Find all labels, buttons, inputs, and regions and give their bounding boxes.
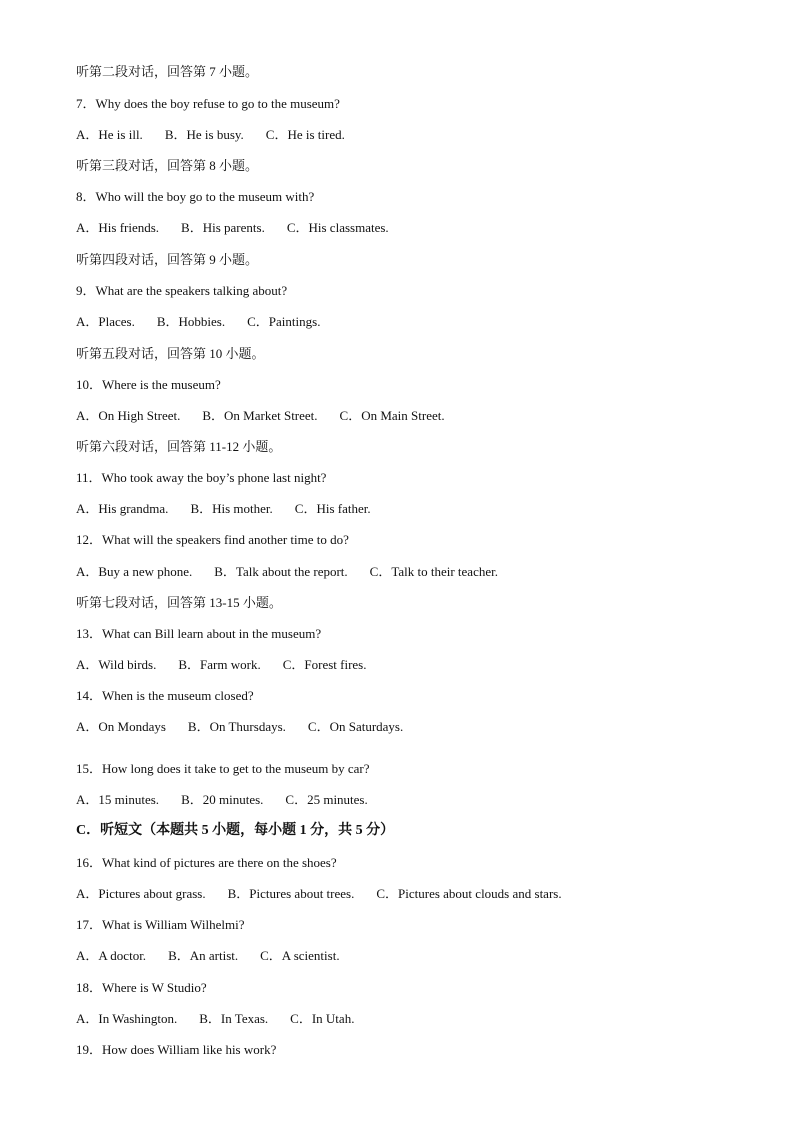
answer-option: A．He is ill. [76, 127, 143, 142]
question-text: 18．Where is W Studio? [76, 980, 207, 995]
question-text: 11．Who took away the boy’s phone last night? [76, 470, 327, 485]
section-instruction: 听第五段对话，回答第 10 小题。 [76, 346, 265, 361]
answer-option: B．On Market Street. [202, 408, 318, 423]
answer-options [76, 501, 371, 517]
answer-option: C．Paintings. [247, 314, 321, 329]
answer-options [76, 408, 445, 424]
answer-option: B．An artist. [168, 948, 239, 963]
answer-options [76, 314, 320, 330]
question-text: 9．What are the speakers talking about? [76, 283, 288, 298]
question-text: 19．How does William like his work? [76, 1042, 277, 1057]
question-text: 17．What is William Wilhelmi? [76, 917, 245, 932]
answer-option: A．Places. [76, 314, 135, 329]
section-instruction: 听第四段对话，回答第 9 小题。 [76, 252, 259, 267]
answer-option: C．On Saturdays. [307, 719, 404, 734]
answer-option: B．His mother. [190, 501, 273, 516]
answer-option: A．Buy a new phone. [76, 564, 193, 579]
answer-options [76, 792, 368, 808]
question-text: 12．What will the speakers find another time to do? [76, 532, 349, 547]
answer-option: A．On High Street. [76, 408, 181, 423]
answer-option: B．Talk about the report. [214, 564, 348, 579]
answer-options [76, 127, 345, 143]
answer-option: C．Forest fires. [282, 657, 367, 672]
answer-option: A．On Mondays [76, 719, 166, 734]
answer-option: C．His classmates. [286, 220, 389, 235]
part-heading: C．听短文（本题共 5 小题，每小题 1 分，共 5 分） [76, 823, 395, 838]
answer-option: B．In Texas. [199, 1011, 269, 1026]
question-text: 14．When is the museum closed? [76, 688, 254, 703]
answer-option: B．Pictures about trees. [227, 886, 355, 901]
answer-option: C．His father. [294, 501, 371, 516]
answer-option: B．20 minutes. [181, 792, 264, 807]
section-instruction: 听第三段对话，回答第 8 小题。 [76, 158, 259, 173]
question-text: 13．What can Bill learn about in the museum? [76, 626, 322, 641]
answer-option: A．Wild birds. [76, 657, 157, 672]
question-text: 7．Why does the boy refuse to go to the museum? [76, 96, 340, 111]
answer-option: A．His friends. [76, 220, 160, 235]
answer-options [76, 1011, 354, 1027]
answer-option: C．He is tired. [265, 127, 345, 142]
section-instruction: 听第七段对话，回答第 13-15 小题。 [76, 595, 282, 610]
answer-option: B．Farm work. [178, 657, 261, 672]
question-text: 8．Who will the boy go to the museum with? [76, 189, 315, 204]
answer-options [76, 886, 562, 902]
question-text: 15．How long does it take to get to the museum by car? [76, 761, 370, 776]
answer-options [76, 719, 403, 735]
answer-option: C．Talk to their teacher. [369, 564, 498, 579]
question-text: 10．Where is the museum? [76, 377, 221, 392]
question-text: 16．What kind of pictures are there on the shoes? [76, 855, 337, 870]
section-instruction: 听第二段对话，回答第 7 小题。 [76, 64, 259, 79]
answer-options [76, 564, 498, 580]
answer-option: B．He is busy. [164, 127, 244, 142]
answer-option: B．Hobbies. [156, 314, 226, 329]
answer-option: C．A scientist. [260, 948, 340, 963]
answer-option: A．Pictures about grass. [76, 886, 206, 901]
answer-option: B．His parents. [181, 220, 265, 235]
answer-option: C．On Main Street. [339, 408, 445, 423]
answer-option: C．In Utah. [290, 1011, 355, 1026]
answer-option: B．On Thursdays. [187, 719, 286, 734]
answer-options [76, 948, 340, 964]
answer-option: A．15 minutes. [76, 792, 160, 807]
answer-options [76, 220, 389, 236]
answer-option: A．His grandma. [76, 501, 169, 516]
answer-option: A．In Washington. [76, 1011, 178, 1026]
section-instruction: 听第六段对话，回答第 11-12 小题。 [76, 439, 282, 454]
answer-option: C．25 minutes. [285, 792, 368, 807]
answer-option: C．Pictures about clouds and stars. [376, 886, 562, 901]
answer-options [76, 657, 367, 673]
answer-option: A．A doctor. [76, 948, 147, 963]
